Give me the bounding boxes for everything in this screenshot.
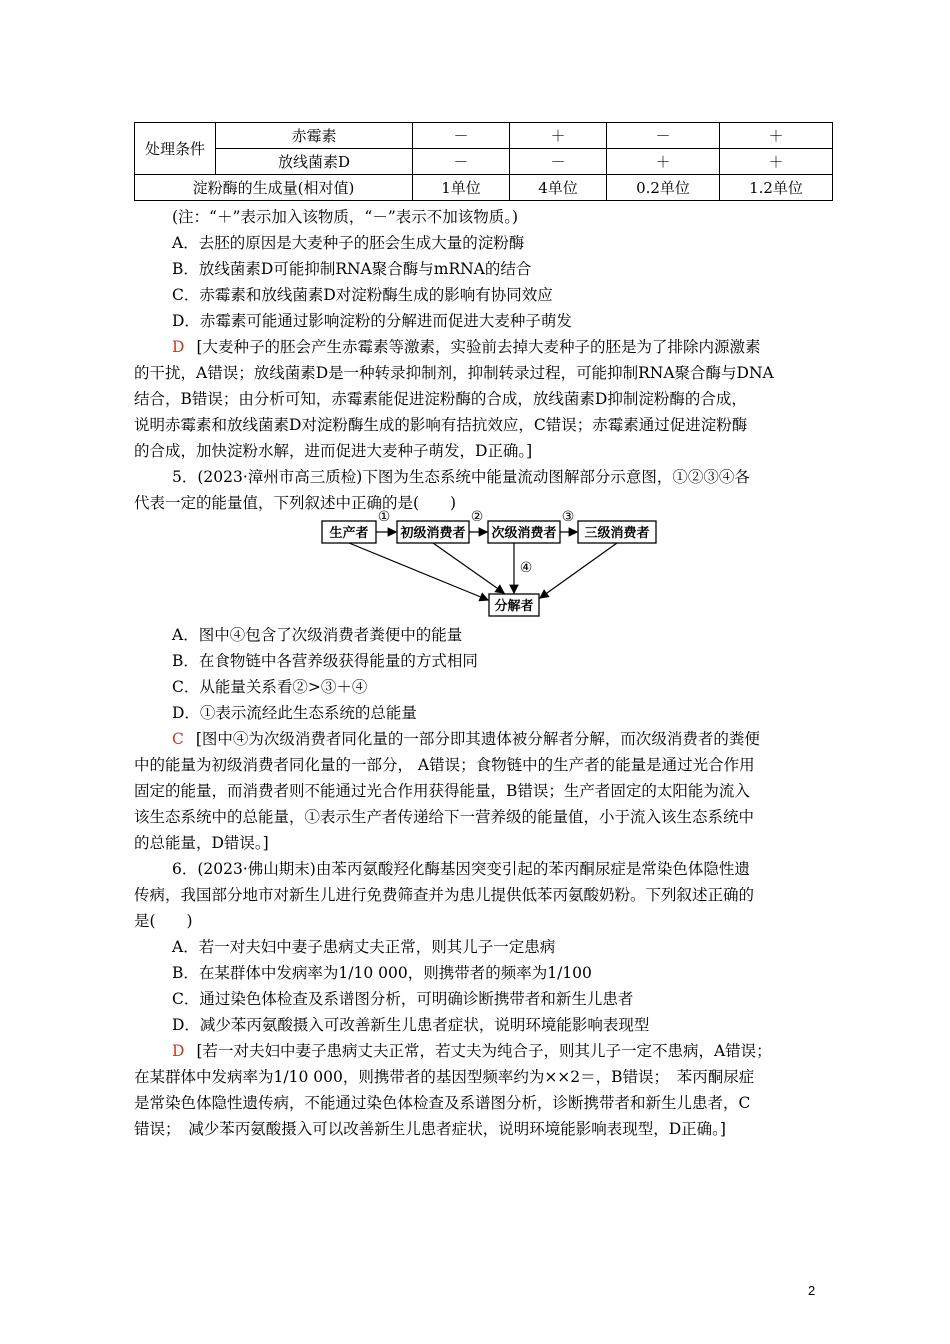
explanation-line: 在某群体中发病率为1/10 000，则携带者的基因型频率约为××2＝，B错误； 苯丙酮尿症 — [134, 1068, 755, 1086]
question-stem: 5．(2023·漳州市高三质检)下图为生态系统中能量流动图解部分示意图，①②③④各 — [172, 468, 750, 486]
option-c: C．从能量关系看②>③＋④ — [172, 678, 368, 696]
explanation-text: [若一对夫妇中妻子患病丈夫正常，若丈夫为纯合子，则其儿子一定不患病，A错误； — [196, 1042, 772, 1060]
experiment-table — [134, 122, 833, 201]
option-a: A．图中④包含了次级消费者粪便中的能量 — [172, 626, 463, 644]
explanation-text: [图中④为次级消费者同化量的一部分即其遗体被分解者分解，而次级消费者的粪便 — [195, 730, 760, 748]
option-d: D．赤霉素可能通过影响淀粉的分解进而促进大麦种子萌发 — [172, 312, 572, 330]
question-stem: 是( ) — [134, 912, 193, 930]
table-cell: － — [607, 123, 720, 149]
option-d: D．①表示流经此生态系统的总能量 — [172, 704, 417, 722]
table-row — [135, 123, 833, 149]
table-cell: 淀粉酶的生成量(相对值) — [135, 175, 413, 201]
label-4: ④ — [519, 560, 533, 576]
explanation-line: 的干扰，A错误；放线菌素D是一种转录抑制剂，抑制转录过程，可能抑制RNA聚合酶与DNA — [134, 364, 774, 382]
table-cell: － — [413, 123, 510, 149]
explanation-text: [大麦种子的胚会产生赤霉素等激素，实验前去掉大麦种子的胚是为了排除内源激素 — [196, 338, 761, 356]
table-cell: 4单位 — [510, 175, 607, 201]
flow-arrow-producer-decomposer — [349, 543, 488, 600]
explanation-line: 的合成，加快淀粉水解，进而促进大麦种子萌发，D正确。] — [134, 442, 533, 460]
explanation-line: 错误； 减少苯丙氨酸摄入可以改善新生儿患者症状，说明环境能影响表现型，D正确。] — [134, 1120, 726, 1138]
option-b: B．在某群体中发病率为1/10 000，则携带者的频率为1/100 — [172, 964, 592, 982]
explanation-line: 是常染色体隐性遗传病，不能通过染色体检查及系谱图分析，诊断携带者和新生儿患者，C — [134, 1094, 751, 1112]
page-number: 2 — [808, 1283, 816, 1298]
question-stem: 6．(2023·佛山期末)由苯丙氨酸羟化酶基因突变引起的苯丙酮尿症是常染色体隐性遗 — [172, 860, 750, 878]
table-cell: 赤霉素 — [216, 123, 413, 149]
flow-arrow-tertiary-decomposer — [540, 543, 617, 598]
label-1: ① — [377, 510, 391, 525]
table-cell: ＋ — [720, 149, 833, 175]
table-cell: ＋ — [607, 149, 720, 175]
table-cell: － — [413, 149, 510, 175]
question-stem: 代表一定的能量值，下列叙述中正确的是( ) — [134, 494, 457, 512]
table-cell: ＋ — [510, 123, 607, 149]
option-b: B．放线菌素D可能抑制RNA聚合酶与mRNA的结合 — [172, 260, 532, 278]
explanation-line — [172, 726, 760, 752]
answer-letter: D — [172, 1042, 185, 1060]
explanation-line: 中的能量为初级消费者同化量的一部分， A错误；食物链中的生产者的能量是通过光合作用 — [134, 756, 755, 774]
option-c: C．赤霉素和放线菌素D对淀粉酶生成的影响有协同效应 — [172, 286, 553, 304]
option-a: A．若一对夫妇中妻子患病丈夫正常，则其儿子一定患病 — [172, 938, 556, 956]
producer-label: 生产者 — [329, 526, 369, 541]
flow-arrow-primary-decomposer — [433, 543, 504, 593]
table-cell: 1单位 — [413, 175, 510, 201]
option-c: C．通过染色体检查及系谱图分析，可明确诊断携带者和新生儿患者 — [172, 990, 634, 1008]
table-cell: 1.2单位 — [720, 175, 833, 201]
answer-letter: D — [172, 338, 185, 356]
secondary-consumer-label: 次级消费者 — [491, 526, 557, 541]
explanation-line: 的总能量，D错误。] — [134, 834, 269, 852]
table-cell: 0.2单位 — [607, 175, 720, 201]
energy-flow-diagram — [318, 510, 664, 618]
label-3: ③ — [561, 510, 575, 525]
table-cell: ＋ — [720, 123, 833, 149]
answer-letter: C — [172, 730, 184, 748]
explanation-line: 该生态系统中的总能量，①表示生产者传递给下一营养级的能量值，小于流入该生态系统中 — [134, 808, 755, 826]
explanation-line: 结合，B错误；由分析可知，赤霉素能促进淀粉酶的合成，放线菌素D抑制淀粉酶的合成， — [134, 390, 747, 408]
table-cell: － — [510, 149, 607, 175]
option-a: A．去胚的原因是大麦种子的胚会生成大量的淀粉酶 — [172, 234, 525, 252]
table-cell: 放线菌素D — [216, 149, 413, 175]
table-note: (注：“＋”表示加入该物质，“－”表示不加该物质。) — [172, 208, 519, 226]
question-stem: 传病，我国部分地市对新生儿进行免费筛查并为患儿提供低苯丙氨酸奶粉。下列叙述正确的 — [134, 886, 755, 904]
tertiary-consumer-label: 三级消费者 — [584, 526, 650, 541]
table-row — [135, 149, 833, 175]
explanation-line — [172, 1038, 772, 1064]
explanation-line — [172, 334, 761, 360]
table-row — [135, 175, 833, 201]
primary-consumer-label: 初级消费者 — [400, 526, 466, 541]
treatment-label-cell — [135, 123, 216, 175]
option-b: B．在食物链中各营养级获得能量的方式相同 — [172, 652, 478, 670]
treatment-label: 处理条件 — [144, 139, 205, 158]
label-2: ② — [470, 510, 484, 525]
explanation-line: 固定的能量，而消费者则不能通过光合作用获得能量，B错误；生产者固定的太阳能为流入 — [134, 782, 750, 800]
explanation-line: 说明赤霉素和放线菌素D对淀粉酶生成的影响有拮抗效应，C错误；赤霉素通过促进淀粉酶 — [134, 416, 748, 434]
decomposer-label: 分解者 — [494, 599, 534, 614]
option-d: D．减少苯丙氨酸摄入可改善新生儿患者症状，说明环境能影响表现型 — [172, 1016, 650, 1034]
